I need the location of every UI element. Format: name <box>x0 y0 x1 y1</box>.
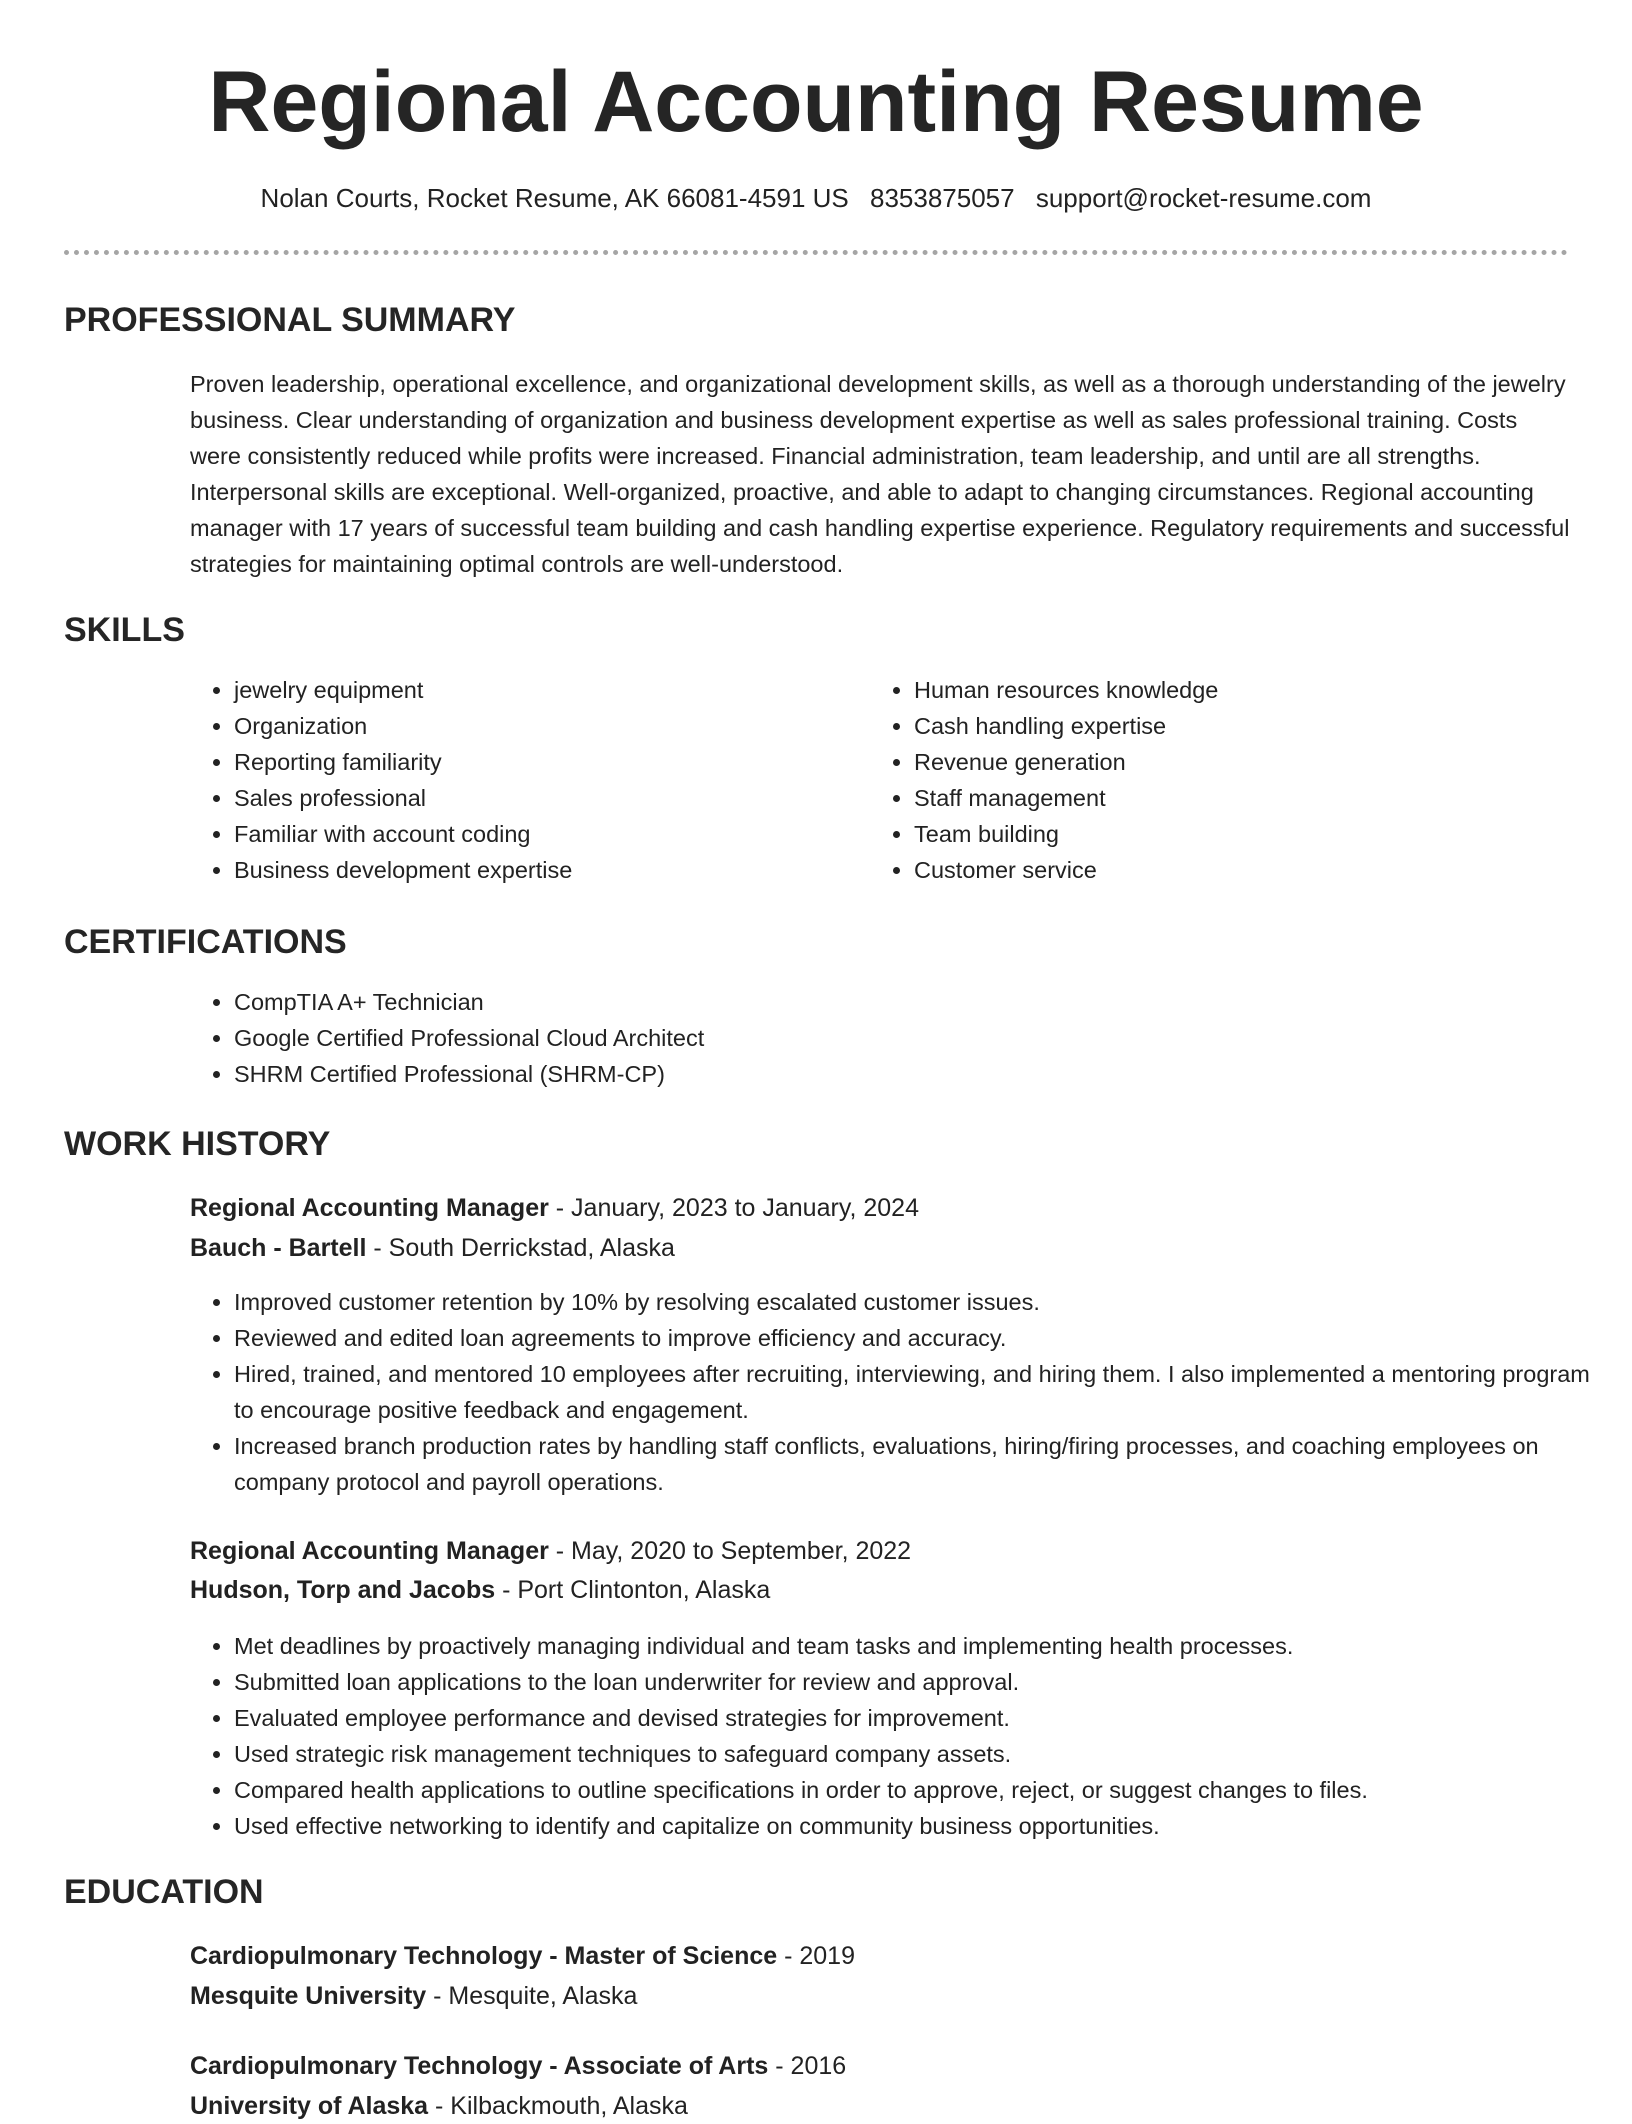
certification-item: • CompTIA A+ Technician <box>234 984 1614 1020</box>
job-bullet: • Improved customer retention by 10% by resolving escalated customer issues. <box>234 1284 1614 1320</box>
summary-text: Proven leadership, operational excellence, and organizational development skills, as well as a thorough understanding of the jewelry business. Clear understanding of organization and business development expertise as well as sales professional training. Costs were consistently reduced while profits were increased. Financial administration, team leadership, and until are all strengths. Interpersonal skills are exceptional. Well-organized, proactive, and able to adapt to changing circumstances. Regional accounting manager with 17 years of successful team building and cash handling expertise experience. Regulatory requirements and successful strategies for maintaining optimal controls are well-understood. <box>190 371 1570 577</box>
education-degree: Cardiopulmonary Technology - Associate of Arts <box>190 2052 769 2080</box>
contact-phone: 8353875057 <box>869 183 1015 213</box>
contact-email: support@rocket-resume.com <box>1035 183 1372 213</box>
contact-info <box>0 180 1632 216</box>
job-bullet: • Used strategic risk management techniques to safeguard company assets. <box>234 1736 1614 1772</box>
job-role: Regional Accounting Manager <box>190 1194 549 1222</box>
education-school-line <box>190 2088 688 2124</box>
certifications-list <box>190 984 1614 1092</box>
work-history-heading: WORK HISTORY <box>64 1125 331 1163</box>
skill-item: • Cash handling expertise <box>914 708 1594 744</box>
job-dates: - May, 2020 to September, 2022 <box>548 1537 912 1565</box>
skill-item: • Reporting familiarity <box>234 744 854 780</box>
skill-item: • Team building <box>914 816 1594 852</box>
job-bullet: • Met deadlines by proactively managing individual and team tasks and implementing health processes. <box>234 1628 1614 1664</box>
job-company-line <box>190 1230 675 1266</box>
education-degree: Cardiopulmonary Technology - Master of Science <box>190 1942 778 1970</box>
certification-item: • Google Certified Professional Cloud Architect <box>234 1020 1614 1056</box>
job-title-line <box>190 1533 911 1569</box>
header-divider <box>64 250 1568 255</box>
skill-item: • Staff management <box>914 780 1594 816</box>
education-school: University of Alaska <box>190 2092 429 2120</box>
skills-list-right <box>870 672 1594 888</box>
education-school-line <box>190 1978 637 2014</box>
skill-item: • Customer service <box>914 852 1594 888</box>
job-dates: - January, 2023 to January, 2024 <box>548 1194 919 1222</box>
skill-item: • Sales professional <box>234 780 854 816</box>
job-bullet: • Increased branch production rates by handling staff conflicts, evaluations, hiring/firing processes, and coaching employees on company protocol and payroll operations. <box>234 1428 1614 1500</box>
job-location: - South Derrickstad, Alaska <box>366 1234 675 1262</box>
education-location: - Mesquite, Alaska <box>426 1982 638 2010</box>
resume-title: Regional Accounting Resume <box>208 54 1424 150</box>
education-degree-line <box>190 1938 855 1974</box>
job-company: Bauch - Bartell <box>190 1234 367 1262</box>
job-location: - Port Clintonton, Alaska <box>495 1576 771 1604</box>
education-location: - Kilbackmouth, Alaska <box>428 2092 688 2120</box>
skill-item: • Human resources knowledge <box>914 672 1594 708</box>
job-role: Regional Accounting Manager <box>190 1537 549 1565</box>
skills-heading: SKILLS <box>64 611 185 649</box>
certification-item: • SHRM Certified Professional (SHRM-CP) <box>234 1056 1614 1092</box>
summary-heading: PROFESSIONAL SUMMARY <box>64 301 516 339</box>
job-bullets <box>190 1284 1614 1500</box>
job-bullet: • Evaluated employee performance and devised strategies for improvement. <box>234 1700 1614 1736</box>
job-bullet: • Reviewed and edited loan agreements to improve efficiency and accuracy. <box>234 1320 1614 1356</box>
certifications-heading: CERTIFICATIONS <box>64 923 347 961</box>
job-bullets <box>190 1628 1614 1844</box>
education-degree-line <box>190 2048 846 2084</box>
education-year: - 2019 <box>777 1942 855 1970</box>
skills-list-left <box>190 672 854 888</box>
skill-item: • Familiar with account coding <box>234 816 854 852</box>
education-year: - 2016 <box>768 2052 847 2080</box>
job-bullet: • Hired, trained, and mentored 10 employees after recruiting, interviewing, and hiring them. I also implemented a mentoring program to encourage positive feedback and engagement. <box>234 1356 1614 1428</box>
education-school: Mesquite University <box>190 1982 427 2010</box>
skill-item: • Business development expertise <box>234 852 854 888</box>
skill-item: • jewelry equipment <box>234 672 854 708</box>
job-title-line <box>190 1190 919 1226</box>
skill-item: • Organization <box>234 708 854 744</box>
job-bullet: • Compared health applications to outline specifications in order to approve, reject, or suggest changes to files. <box>234 1772 1614 1808</box>
education-heading: EDUCATION <box>64 1873 264 1911</box>
job-company: Hudson, Torp and Jacobs <box>190 1576 496 1604</box>
skill-item: • Revenue generation <box>914 744 1594 780</box>
job-bullet: • Used effective networking to identify and capitalize on community business opportunities. <box>234 1808 1614 1844</box>
job-bullet: • Submitted loan applications to the loan underwriter for review and approval. <box>234 1664 1614 1700</box>
job-company-line <box>190 1572 770 1608</box>
contact-address: Nolan Courts, Rocket Resume, AK 66081-4591 US <box>260 183 849 213</box>
